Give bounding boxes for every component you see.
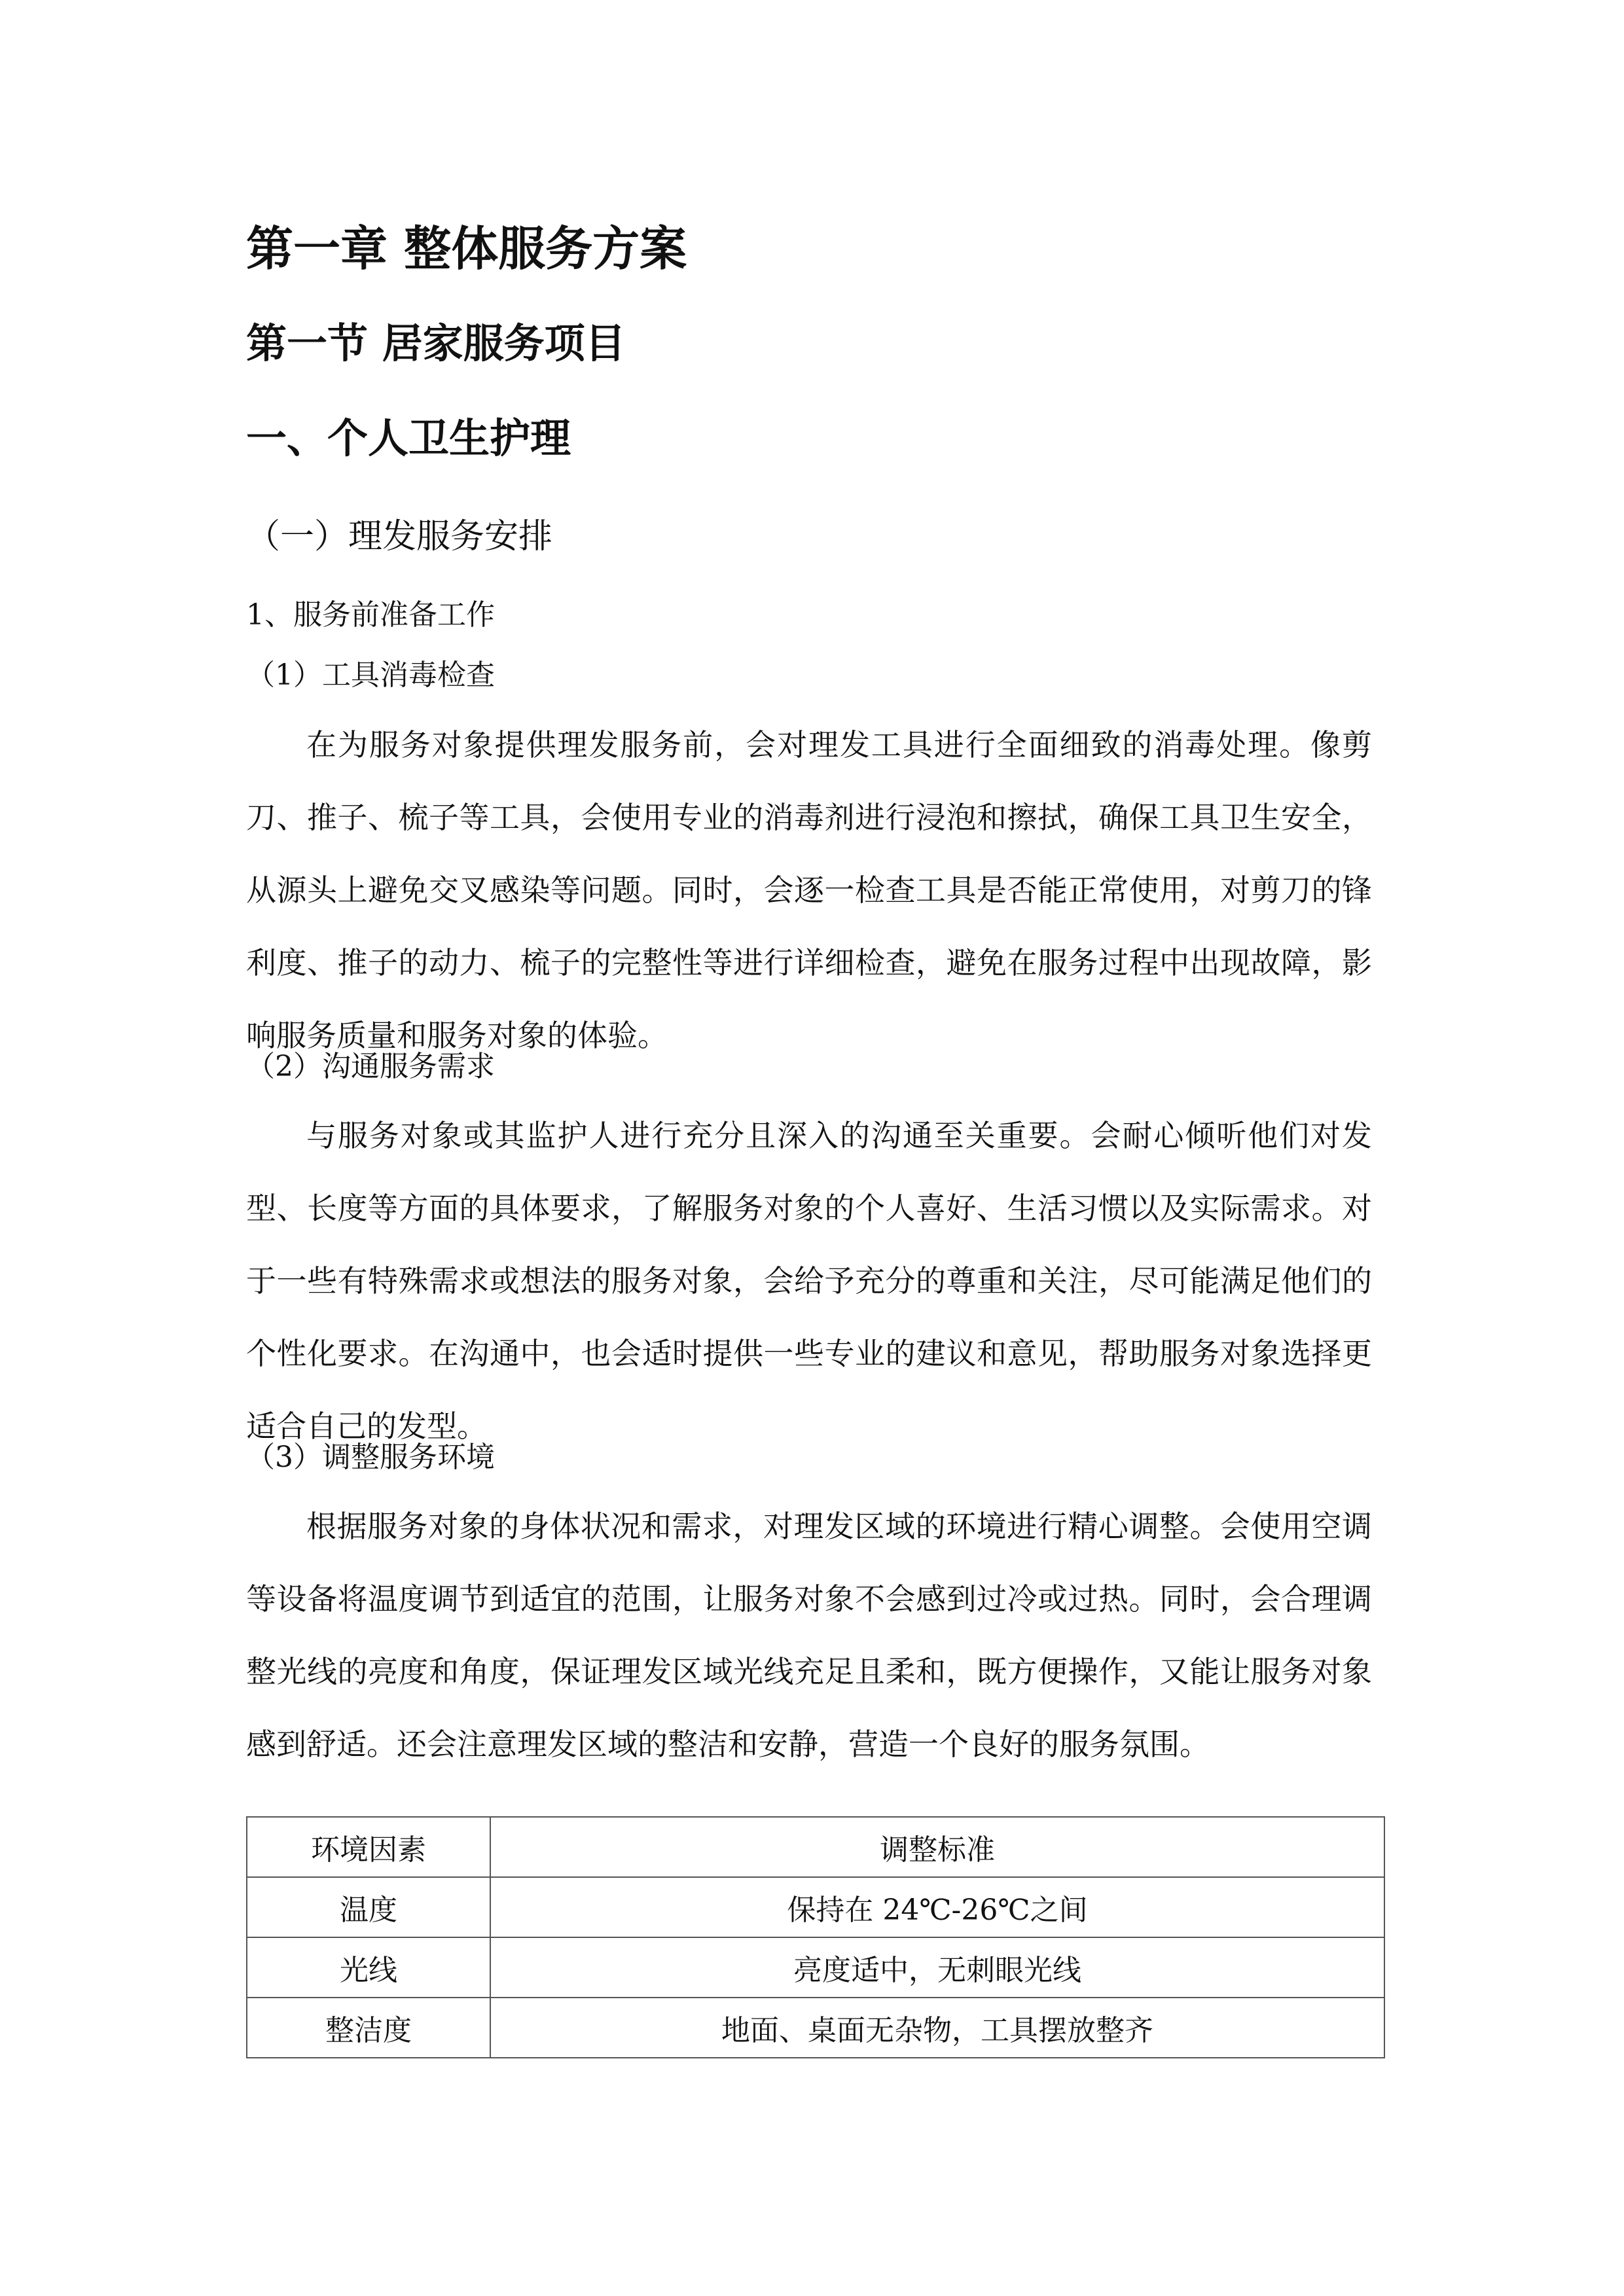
part-3-heading: （3）调整服务环境	[246, 1441, 495, 1474]
subsection-title: 一、个人卫生护理	[246, 414, 571, 462]
section-title: 第一节 居家服务项目	[246, 319, 626, 367]
part-2-paragraph: 与服务对象或其监护人进行充分且深入的沟通至关重要。会耐心倾听他们对发型、长度等方面的具体要求，了解服务对象的个人喜好、生活习惯以及实际需求。对于一些有特殊需求或想法的服务对象，会给予充分的尊重和关注，尽可能满足他们的个性化要求。在沟通中，也会适时提供一些专业的建议和意见，帮助服务对象选择更适合自己的发型。	[246, 1118, 1372, 1444]
part-1-heading: （1）工具消毒检查	[246, 658, 495, 692]
table-cell-standard: 亮度适中，无刺眼光线	[490, 1937, 1384, 1998]
chapter-title: 第一章 整体服务方案	[246, 221, 687, 276]
table-cell-standard: 地面、桌面无杂物，工具摆放整齐	[490, 1998, 1384, 2058]
table-header-factor: 环境因素	[247, 1817, 490, 1877]
part-3-paragraph: 根据服务对象的身体状况和需求，对理发区域的环境进行精心调整。会使用空调等设备将温度调节到适宜的范围，让服务对象不会感到过冷或过热。同时，会合理调整光线的亮度和角度，保证理发区域光线充足且柔和，既方便操作，又能让服务对象感到舒适。还会注意理发区域的整洁和安静，营造一个良好的服务氛围。	[246, 1509, 1372, 1762]
environment-table	[246, 1816, 1385, 2058]
table-cell-factor: 整洁度	[247, 1998, 490, 2058]
table-cell-factor: 光线	[247, 1937, 490, 1998]
part-1-paragraph: 在为服务对象提供理发服务前，会对理发工具进行全面细致的消毒处理。像剪刀、推子、梳子等工具，会使用专业的消毒剂进行浸泡和擦拭，确保工具卫生安全，从源头上避免交叉感染等问题。同时，会逐一检查工具是否能正常使用，对剪刀的锋利度、推子的动力、梳子的完整性等进行详细检查，避免在服务过程中出现故障，影响服务质量和服务对象的体验。	[246, 727, 1372, 1053]
table-cell-standard: 保持在 24℃-26℃之间	[490, 1877, 1384, 1937]
table-row	[247, 1937, 1384, 1998]
table-row	[247, 1998, 1384, 2058]
table-row	[247, 1877, 1384, 1937]
part-2-heading: （2）沟通服务需求	[246, 1050, 495, 1083]
table-header-row	[247, 1817, 1384, 1877]
table-header-standard: 调整标准	[490, 1817, 1384, 1877]
item-title: （一）理发服务安排	[246, 517, 553, 556]
table-cell-factor: 温度	[247, 1877, 490, 1937]
document-page	[246, 0, 1388, 2296]
step-title: 1、服务前准备工作	[246, 598, 495, 632]
